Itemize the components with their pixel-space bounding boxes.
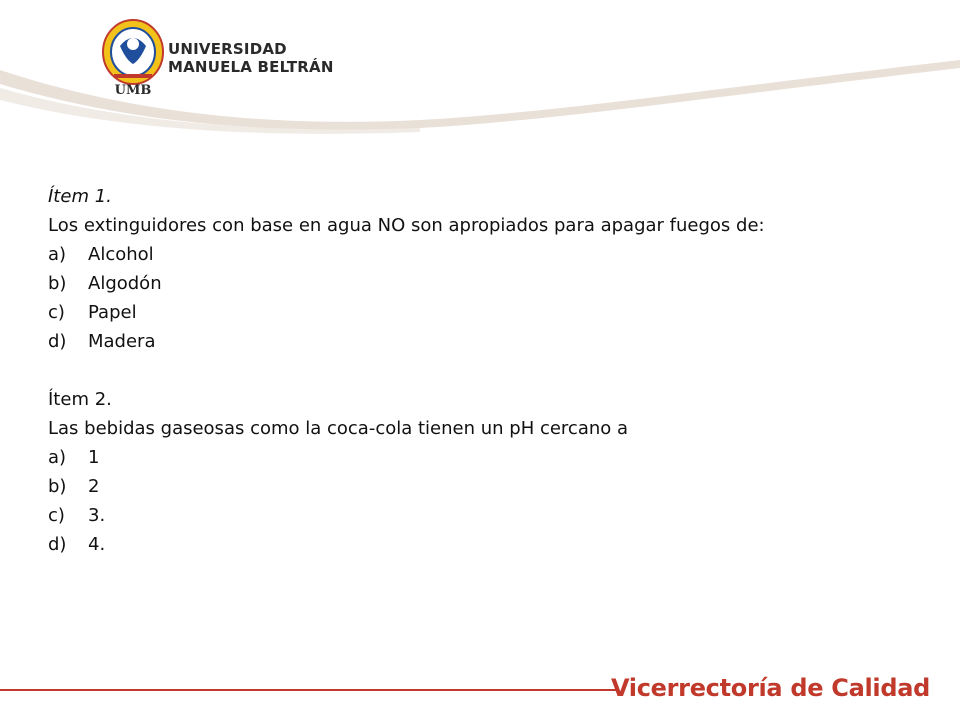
option-text: 2 — [88, 476, 100, 497]
option-text: Papel — [88, 302, 137, 323]
university-seal-logo — [100, 16, 166, 98]
option-text: 1 — [88, 447, 100, 468]
footer-rule — [0, 689, 618, 691]
option-text: 3. — [88, 505, 106, 526]
option-row — [48, 443, 928, 472]
option-text: 4. — [88, 534, 106, 555]
item-title: Ítem 2. — [48, 389, 112, 410]
footer-title: Vicerrectoría de Calidad — [610, 674, 930, 702]
quiz-content — [48, 182, 928, 559]
item-question: Los extinguidores con base en agua NO son apropiados para apagar fuegos de: — [48, 215, 765, 236]
seal-text: UMB — [114, 83, 152, 98]
item-question: Las bebidas gaseosas como la coca-cola tienen un pH cercano a — [48, 418, 629, 439]
option-letter: b) — [48, 273, 67, 294]
option-row — [48, 472, 928, 501]
university-name-line2: MANUELA BELTRÁN — [168, 58, 334, 76]
option-row — [48, 530, 928, 559]
university-name — [168, 40, 334, 76]
item-block — [48, 182, 928, 356]
option-row — [48, 298, 928, 327]
option-text: Algodón — [88, 273, 162, 294]
option-letter: c) — [48, 505, 65, 526]
option-letter: c) — [48, 302, 65, 323]
option-text: Madera — [88, 331, 156, 352]
spacer — [48, 356, 928, 385]
item-title: Ítem 1. — [48, 186, 112, 207]
option-letter: d) — [48, 534, 67, 555]
item-block — [48, 385, 928, 559]
university-name-line1: UNIVERSIDAD — [168, 40, 287, 58]
option-row — [48, 269, 928, 298]
option-letter: d) — [48, 331, 67, 352]
option-letter: b) — [48, 476, 67, 497]
option-text: Alcohol — [88, 244, 154, 265]
option-row — [48, 327, 928, 356]
option-row — [48, 240, 928, 269]
option-row — [48, 501, 928, 530]
option-letter: a) — [48, 244, 67, 265]
option-letter: a) — [48, 447, 67, 468]
